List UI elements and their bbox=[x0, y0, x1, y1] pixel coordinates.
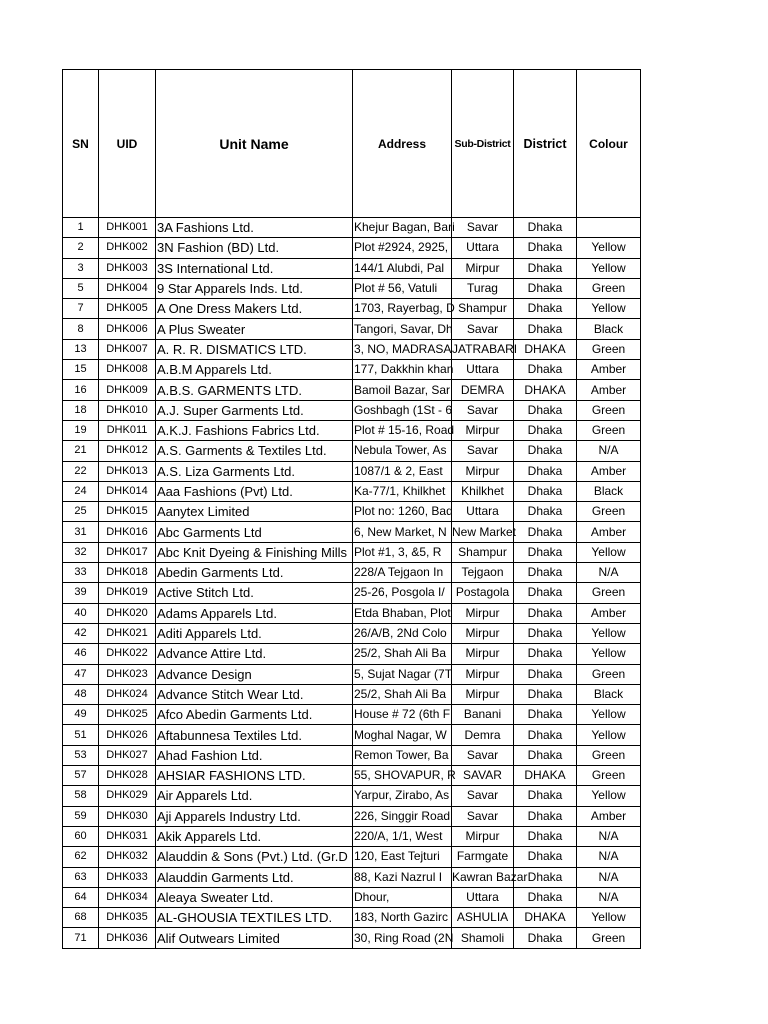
district-cell: DHAKA bbox=[514, 339, 577, 359]
table-row bbox=[63, 299, 641, 319]
sub-district-cell: Shamoli bbox=[452, 928, 514, 948]
district-cell: Dhaka bbox=[514, 684, 577, 704]
uid-cell: DHK005 bbox=[99, 299, 156, 319]
uid-cell: DHK021 bbox=[99, 623, 156, 643]
colour-cell: Black bbox=[577, 319, 641, 339]
address-cell: Khejur Bagan, Bari bbox=[353, 218, 452, 238]
colour-cell: Yellow bbox=[577, 644, 641, 664]
unit-name-cell: Alauddin Garments Ltd. bbox=[156, 867, 353, 887]
colour-cell: Yellow bbox=[577, 258, 641, 278]
uid-cell: DHK031 bbox=[99, 826, 156, 846]
uid-cell: DHK003 bbox=[99, 258, 156, 278]
sub-district-cell: Kawran Bazar bbox=[452, 867, 514, 887]
sn-cell: 47 bbox=[63, 664, 99, 684]
unit-name-cell: Alauddin & Sons (Pvt.) Ltd. (Gr.D bbox=[156, 847, 353, 867]
sub-district-cell: Savar bbox=[452, 806, 514, 826]
uid-cell: DHK004 bbox=[99, 278, 156, 298]
district-cell: Dhaka bbox=[514, 826, 577, 846]
unit-name-cell: A.B.M Apparels Ltd. bbox=[156, 360, 353, 380]
address-cell: 1087/1 & 2, East bbox=[353, 461, 452, 481]
table-row bbox=[63, 441, 641, 461]
colour-cell: Yellow bbox=[577, 786, 641, 806]
colour-cell: Yellow bbox=[577, 299, 641, 319]
table-row bbox=[63, 218, 641, 238]
unit-name-cell: Abedin Garments Ltd. bbox=[156, 563, 353, 583]
uid-cell: DHK035 bbox=[99, 908, 156, 928]
district-cell: Dhaka bbox=[514, 603, 577, 623]
address-cell: 183, North Gazirc bbox=[353, 908, 452, 928]
sub-district-cell: Savar bbox=[452, 400, 514, 420]
table-row bbox=[63, 725, 641, 745]
sn-cell: 22 bbox=[63, 461, 99, 481]
colour-cell: Black bbox=[577, 684, 641, 704]
uid-cell: DHK032 bbox=[99, 847, 156, 867]
colour-cell: Amber bbox=[577, 603, 641, 623]
sn-cell: 71 bbox=[63, 928, 99, 948]
sub-district-cell: Postagola bbox=[452, 583, 514, 603]
address-cell: 30, Ring Road (2N bbox=[353, 928, 452, 948]
table-row bbox=[63, 867, 641, 887]
district-cell: Dhaka bbox=[514, 461, 577, 481]
sn-cell: 7 bbox=[63, 299, 99, 319]
district-cell: Dhaka bbox=[514, 745, 577, 765]
sn-cell: 58 bbox=[63, 786, 99, 806]
table-row bbox=[63, 623, 641, 643]
sub-district-cell: Mirpur bbox=[452, 644, 514, 664]
uid-cell: DHK015 bbox=[99, 502, 156, 522]
sub-district-cell: Mirpur bbox=[452, 623, 514, 643]
address-cell: 5, Sujat Nagar (7T bbox=[353, 664, 452, 684]
uid-cell: DHK027 bbox=[99, 745, 156, 765]
unit-name-cell: Abc Knit Dyeing & Finishing Mills bbox=[156, 542, 353, 562]
colour-cell: N/A bbox=[577, 887, 641, 907]
address-cell: Ka-77/1, Khilkhet bbox=[353, 481, 452, 501]
sn-cell: 31 bbox=[63, 522, 99, 542]
sn-cell: 60 bbox=[63, 826, 99, 846]
uid-cell: DHK009 bbox=[99, 380, 156, 400]
uid-cell: DHK034 bbox=[99, 887, 156, 907]
unit-name-cell: AL-GHOUSIA TEXTILES LTD. bbox=[156, 908, 353, 928]
district-cell: Dhaka bbox=[514, 420, 577, 440]
sn-cell: 13 bbox=[63, 339, 99, 359]
table-row bbox=[63, 542, 641, 562]
address-cell: Nebula Tower, As bbox=[353, 441, 452, 461]
address-cell: 228/A Tejgaon In bbox=[353, 563, 452, 583]
unit-name-cell: Aditi Apparels Ltd. bbox=[156, 623, 353, 643]
colour-cell: Amber bbox=[577, 522, 641, 542]
table-row bbox=[63, 380, 641, 400]
sub-district-cell: Turag bbox=[452, 278, 514, 298]
sn-cell: 18 bbox=[63, 400, 99, 420]
uid-cell: DHK010 bbox=[99, 400, 156, 420]
uid-cell: DHK011 bbox=[99, 420, 156, 440]
district-cell: Dhaka bbox=[514, 542, 577, 562]
table-row bbox=[63, 847, 641, 867]
unit-name-cell: Aftabunnesa Textiles Ltd. bbox=[156, 725, 353, 745]
district-cell: DHAKA bbox=[514, 908, 577, 928]
sub-district-cell: Mirpur bbox=[452, 461, 514, 481]
colour-cell: Green bbox=[577, 664, 641, 684]
sub-district-cell: Savar bbox=[452, 319, 514, 339]
district-cell: Dhaka bbox=[514, 299, 577, 319]
district-cell: Dhaka bbox=[514, 786, 577, 806]
district-cell: Dhaka bbox=[514, 644, 577, 664]
sub-district-cell: ASHULIA bbox=[452, 908, 514, 928]
address-cell: Etda Bhaban, Plot bbox=[353, 603, 452, 623]
uid-cell: DHK014 bbox=[99, 481, 156, 501]
district-header: District bbox=[514, 70, 577, 218]
colour-cell: Green bbox=[577, 502, 641, 522]
uid-cell: DHK026 bbox=[99, 725, 156, 745]
district-cell: Dhaka bbox=[514, 238, 577, 258]
sub-district-cell: JATRABARI bbox=[452, 339, 514, 359]
unit-name-cell: Aaa Fashions (Pvt) Ltd. bbox=[156, 481, 353, 501]
district-cell: Dhaka bbox=[514, 481, 577, 501]
table-row bbox=[63, 745, 641, 765]
address-cell: Plot # 56, Vatuli bbox=[353, 278, 452, 298]
address-cell: 25/2, Shah Ali Ba bbox=[353, 644, 452, 664]
sub-district-cell: Mirpur bbox=[452, 420, 514, 440]
district-cell: Dhaka bbox=[514, 319, 577, 339]
address-cell: 25-26, Posgola I/ bbox=[353, 583, 452, 603]
district-cell: Dhaka bbox=[514, 563, 577, 583]
uid-cell: DHK030 bbox=[99, 806, 156, 826]
district-cell: Dhaka bbox=[514, 400, 577, 420]
unit-name-cell: Adams Apparels Ltd. bbox=[156, 603, 353, 623]
address-cell: 3, NO, MADRASA bbox=[353, 339, 452, 359]
district-cell: Dhaka bbox=[514, 664, 577, 684]
sn-cell: 2 bbox=[63, 238, 99, 258]
sub-district-cell: Mirpur bbox=[452, 826, 514, 846]
uid-cell: DHK020 bbox=[99, 603, 156, 623]
uid-cell: DHK036 bbox=[99, 928, 156, 948]
sub-district-cell: Savar bbox=[452, 745, 514, 765]
unit-name-cell: Abc Garments Ltd bbox=[156, 522, 353, 542]
unit-name-cell: A.B.S. GARMENTS LTD. bbox=[156, 380, 353, 400]
factory-table bbox=[62, 69, 641, 949]
sub-district-cell: SAVAR bbox=[452, 766, 514, 786]
sub-district-cell: Shampur bbox=[452, 542, 514, 562]
uid-cell: DHK013 bbox=[99, 461, 156, 481]
sn-cell: 49 bbox=[63, 705, 99, 725]
colour-cell: Yellow bbox=[577, 238, 641, 258]
sub-district-cell: Farmgate bbox=[452, 847, 514, 867]
uid-header: UID bbox=[99, 70, 156, 218]
colour-cell: Yellow bbox=[577, 705, 641, 725]
colour-cell: Yellow bbox=[577, 908, 641, 928]
sn-cell: 32 bbox=[63, 542, 99, 562]
sub-district-cell: Savar bbox=[452, 218, 514, 238]
address-cell: 144/1 Alubdi, Pal bbox=[353, 258, 452, 278]
uid-cell: DHK023 bbox=[99, 664, 156, 684]
uid-cell: DHK018 bbox=[99, 563, 156, 583]
address-cell: Plot no: 1260, Bad bbox=[353, 502, 452, 522]
table-row bbox=[63, 583, 641, 603]
address-cell: Moghal Nagar, W bbox=[353, 725, 452, 745]
address-header: Address bbox=[353, 70, 452, 218]
sn-cell: 59 bbox=[63, 806, 99, 826]
sn-cell: 5 bbox=[63, 278, 99, 298]
table-row bbox=[63, 887, 641, 907]
colour-cell: N/A bbox=[577, 826, 641, 846]
sub-district-cell: Banani bbox=[452, 705, 514, 725]
sub-district-cell: Savar bbox=[452, 441, 514, 461]
colour-cell: Amber bbox=[577, 360, 641, 380]
unit-name-cell: AHSIAR FASHIONS LTD. bbox=[156, 766, 353, 786]
table-row bbox=[63, 644, 641, 664]
sn-cell: 63 bbox=[63, 867, 99, 887]
district-cell: Dhaka bbox=[514, 522, 577, 542]
address-cell: 177, Dakkhin khan bbox=[353, 360, 452, 380]
district-cell: Dhaka bbox=[514, 441, 577, 461]
colour-cell: Amber bbox=[577, 380, 641, 400]
sub-district-cell: Uttara bbox=[452, 502, 514, 522]
unit-name-cell: A.S. Liza Garments Ltd. bbox=[156, 461, 353, 481]
uid-cell: DHK028 bbox=[99, 766, 156, 786]
table-row bbox=[63, 339, 641, 359]
sub-district-header: Sub-District bbox=[452, 70, 514, 218]
unit-name-cell: A.J. Super Garments Ltd. bbox=[156, 400, 353, 420]
sn-cell: 39 bbox=[63, 583, 99, 603]
sub-district-cell: Uttara bbox=[452, 360, 514, 380]
uid-cell: DHK016 bbox=[99, 522, 156, 542]
table-row bbox=[63, 238, 641, 258]
sn-cell: 51 bbox=[63, 725, 99, 745]
table-row bbox=[63, 563, 641, 583]
unit-name-cell: 3N Fashion (BD) Ltd. bbox=[156, 238, 353, 258]
table-row bbox=[63, 786, 641, 806]
table-row bbox=[63, 502, 641, 522]
unit-name-cell: Aji Apparels Industry Ltd. bbox=[156, 806, 353, 826]
address-cell: 88, Kazi Nazrul I bbox=[353, 867, 452, 887]
sn-cell: 33 bbox=[63, 563, 99, 583]
district-cell: Dhaka bbox=[514, 887, 577, 907]
address-cell: Plot # 15-16, Road bbox=[353, 420, 452, 440]
sn-cell: 19 bbox=[63, 420, 99, 440]
district-cell: Dhaka bbox=[514, 867, 577, 887]
sub-district-cell: Tejgaon bbox=[452, 563, 514, 583]
unit-name-cell: 9 Star Apparels Inds. Ltd. bbox=[156, 278, 353, 298]
address-cell: Tangori, Savar, Dh bbox=[353, 319, 452, 339]
address-cell: 6, New Market, N bbox=[353, 522, 452, 542]
sn-cell: 25 bbox=[63, 502, 99, 522]
address-cell: Plot #1, 3, &5, R bbox=[353, 542, 452, 562]
district-cell: Dhaka bbox=[514, 705, 577, 725]
address-cell: 226, Singgir Road bbox=[353, 806, 452, 826]
sn-cell: 15 bbox=[63, 360, 99, 380]
unit-name-cell: Advance Stitch Wear Ltd. bbox=[156, 684, 353, 704]
sn-header: SN bbox=[63, 70, 99, 218]
table-body bbox=[63, 218, 641, 949]
district-cell: Dhaka bbox=[514, 583, 577, 603]
uid-cell: DHK001 bbox=[99, 218, 156, 238]
sub-district-cell: Mirpur bbox=[452, 603, 514, 623]
unit-name-cell: A.S. Garments & Textiles Ltd. bbox=[156, 441, 353, 461]
table-row bbox=[63, 420, 641, 440]
colour-cell: Yellow bbox=[577, 623, 641, 643]
address-cell: 220/A, 1/1, West bbox=[353, 826, 452, 846]
uid-cell: DHK006 bbox=[99, 319, 156, 339]
uid-cell: DHK033 bbox=[99, 867, 156, 887]
table-row bbox=[63, 603, 641, 623]
unit-name-cell: Alif Outwears Limited bbox=[156, 928, 353, 948]
address-cell: Yarpur, Zirabo, As bbox=[353, 786, 452, 806]
district-cell: DHAKA bbox=[514, 380, 577, 400]
unit-name-cell: 3S International Ltd. bbox=[156, 258, 353, 278]
uid-cell: DHK007 bbox=[99, 339, 156, 359]
table-row bbox=[63, 258, 641, 278]
uid-cell: DHK012 bbox=[99, 441, 156, 461]
colour-cell: Green bbox=[577, 745, 641, 765]
unit-name-cell: A. R. R. DISMATICS LTD. bbox=[156, 339, 353, 359]
colour-cell: Green bbox=[577, 400, 641, 420]
sn-cell: 48 bbox=[63, 684, 99, 704]
uid-cell: DHK022 bbox=[99, 644, 156, 664]
colour-cell: Green bbox=[577, 583, 641, 603]
sub-district-cell: DEMRA bbox=[452, 380, 514, 400]
colour-header: Colour bbox=[577, 70, 641, 218]
colour-cell: Green bbox=[577, 766, 641, 786]
table-row bbox=[63, 908, 641, 928]
address-cell: 55, SHOVAPUR, R bbox=[353, 766, 452, 786]
sn-cell: 53 bbox=[63, 745, 99, 765]
table-row bbox=[63, 400, 641, 420]
colour-cell bbox=[577, 218, 641, 238]
sn-cell: 68 bbox=[63, 908, 99, 928]
uid-cell: DHK017 bbox=[99, 542, 156, 562]
table-row bbox=[63, 826, 641, 846]
unit-name-cell: A.K.J. Fashions Fabrics Ltd. bbox=[156, 420, 353, 440]
unit-name-cell: A Plus Sweater bbox=[156, 319, 353, 339]
table-row bbox=[63, 664, 641, 684]
unit-name-cell: Air Apparels Ltd. bbox=[156, 786, 353, 806]
sn-cell: 1 bbox=[63, 218, 99, 238]
table-row bbox=[63, 278, 641, 298]
district-cell: Dhaka bbox=[514, 360, 577, 380]
table-row bbox=[63, 319, 641, 339]
sn-cell: 64 bbox=[63, 887, 99, 907]
sn-cell: 16 bbox=[63, 380, 99, 400]
sub-district-cell: Shampur bbox=[452, 299, 514, 319]
sub-district-cell: Mirpur bbox=[452, 684, 514, 704]
sn-cell: 46 bbox=[63, 644, 99, 664]
district-cell: Dhaka bbox=[514, 502, 577, 522]
colour-cell: Amber bbox=[577, 461, 641, 481]
unit-name-cell: Active Stitch Ltd. bbox=[156, 583, 353, 603]
unit-name-cell: Advance Attire Ltd. bbox=[156, 644, 353, 664]
uid-cell: DHK002 bbox=[99, 238, 156, 258]
uid-cell: DHK029 bbox=[99, 786, 156, 806]
district-cell: DHAKA bbox=[514, 766, 577, 786]
district-cell: Dhaka bbox=[514, 258, 577, 278]
uid-cell: DHK024 bbox=[99, 684, 156, 704]
sn-cell: 8 bbox=[63, 319, 99, 339]
colour-cell: Green bbox=[577, 420, 641, 440]
sub-district-cell: Uttara bbox=[452, 238, 514, 258]
table-row bbox=[63, 481, 641, 501]
sn-cell: 24 bbox=[63, 481, 99, 501]
colour-cell: N/A bbox=[577, 867, 641, 887]
district-cell: Dhaka bbox=[514, 218, 577, 238]
district-cell: Dhaka bbox=[514, 278, 577, 298]
address-cell: 25/2, Shah Ali Ba bbox=[353, 684, 452, 704]
address-cell: Dhour, bbox=[353, 887, 452, 907]
table-row bbox=[63, 522, 641, 542]
sub-district-cell: Savar bbox=[452, 786, 514, 806]
sub-district-cell: Demra bbox=[452, 725, 514, 745]
unit-name-header: Unit Name bbox=[156, 70, 353, 218]
colour-cell: Yellow bbox=[577, 725, 641, 745]
sn-cell: 57 bbox=[63, 766, 99, 786]
address-cell: 1703, Rayerbag, D bbox=[353, 299, 452, 319]
address-cell: Plot #2924, 2925, bbox=[353, 238, 452, 258]
unit-name-cell: Ahad Fashion Ltd. bbox=[156, 745, 353, 765]
sub-district-cell: Uttara bbox=[452, 887, 514, 907]
district-cell: Dhaka bbox=[514, 725, 577, 745]
colour-cell: N/A bbox=[577, 563, 641, 583]
sub-district-cell: Mirpur bbox=[452, 664, 514, 684]
colour-cell: Amber bbox=[577, 806, 641, 826]
sn-cell: 21 bbox=[63, 441, 99, 461]
sn-cell: 42 bbox=[63, 623, 99, 643]
colour-cell: Yellow bbox=[577, 542, 641, 562]
address-cell: 120, East Tejturi bbox=[353, 847, 452, 867]
table-row bbox=[63, 684, 641, 704]
address-cell: 26/A/B, 2Nd Colo bbox=[353, 623, 452, 643]
unit-name-cell: Akik Apparels Ltd. bbox=[156, 826, 353, 846]
unit-name-cell: Advance Design bbox=[156, 664, 353, 684]
table-row bbox=[63, 928, 641, 948]
colour-cell: Green bbox=[577, 278, 641, 298]
unit-name-cell: Aleaya Sweater Ltd. bbox=[156, 887, 353, 907]
table-row bbox=[63, 766, 641, 786]
colour-cell: N/A bbox=[577, 441, 641, 461]
district-cell: Dhaka bbox=[514, 623, 577, 643]
sn-cell: 3 bbox=[63, 258, 99, 278]
district-cell: Dhaka bbox=[514, 928, 577, 948]
uid-cell: DHK025 bbox=[99, 705, 156, 725]
sub-district-cell: Khilkhet bbox=[452, 481, 514, 501]
uid-cell: DHK019 bbox=[99, 583, 156, 603]
unit-name-cell: 3A Fashions Ltd. bbox=[156, 218, 353, 238]
header-row bbox=[63, 70, 641, 218]
uid-cell: DHK008 bbox=[99, 360, 156, 380]
sub-district-cell: Mirpur bbox=[452, 258, 514, 278]
table-row bbox=[63, 806, 641, 826]
table-row bbox=[63, 705, 641, 725]
unit-name-cell: A One Dress Makers Ltd. bbox=[156, 299, 353, 319]
address-cell: House # 72 (6th F bbox=[353, 705, 452, 725]
address-cell: Remon Tower, Ba bbox=[353, 745, 452, 765]
unit-name-cell: Afco Abedin Garments Ltd. bbox=[156, 705, 353, 725]
unit-name-cell: Aanytex Limited bbox=[156, 502, 353, 522]
table-row bbox=[63, 360, 641, 380]
colour-cell: Green bbox=[577, 339, 641, 359]
colour-cell: Green bbox=[577, 928, 641, 948]
address-cell: Goshbagh (1St - 6 bbox=[353, 400, 452, 420]
colour-cell: Black bbox=[577, 481, 641, 501]
sn-cell: 40 bbox=[63, 603, 99, 623]
district-cell: Dhaka bbox=[514, 847, 577, 867]
sn-cell: 62 bbox=[63, 847, 99, 867]
district-cell: Dhaka bbox=[514, 806, 577, 826]
address-cell: Bamoil Bazar, Sar bbox=[353, 380, 452, 400]
colour-cell: N/A bbox=[577, 847, 641, 867]
sub-district-cell: New Market bbox=[452, 522, 514, 542]
table-row bbox=[63, 461, 641, 481]
